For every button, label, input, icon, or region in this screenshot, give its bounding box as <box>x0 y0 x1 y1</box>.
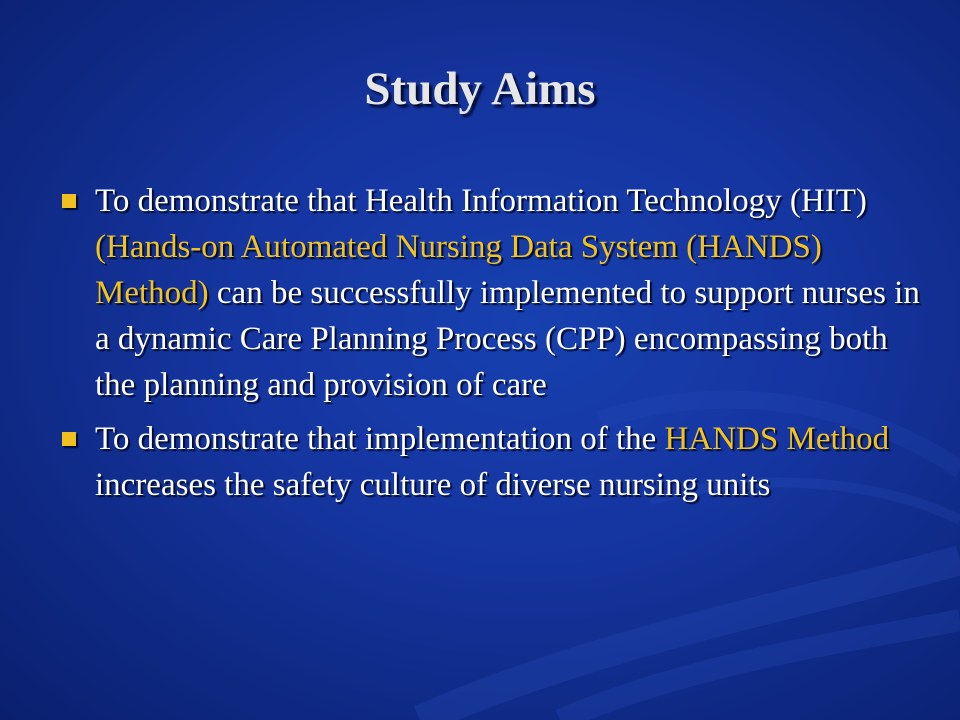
square-bullet-icon <box>62 194 76 208</box>
bullet-text: To demonstrate that implementation of the <box>95 421 665 457</box>
bullet-text: can be successfully implemented to support nurses in a dynamic Care Planning Process (CPP) encompassing both the planning and provision of care <box>95 275 920 403</box>
bullet-list <box>60 178 920 516</box>
bullet-item <box>60 416 920 508</box>
bullet-text: increases the safety culture of diverse nursing units <box>95 467 771 503</box>
bullet-item <box>60 178 920 408</box>
bullet-text: To demonstrate that Health Information Technology (HIT) <box>95 183 867 219</box>
bullet-highlight-text: HANDS Method <box>664 421 890 457</box>
slide-title: Study Aims <box>364 63 596 115</box>
square-bullet-icon <box>62 432 76 446</box>
bullet-highlight-text: (Hands-on Automated Nursing Data System (HANDS) Method) <box>95 229 822 311</box>
